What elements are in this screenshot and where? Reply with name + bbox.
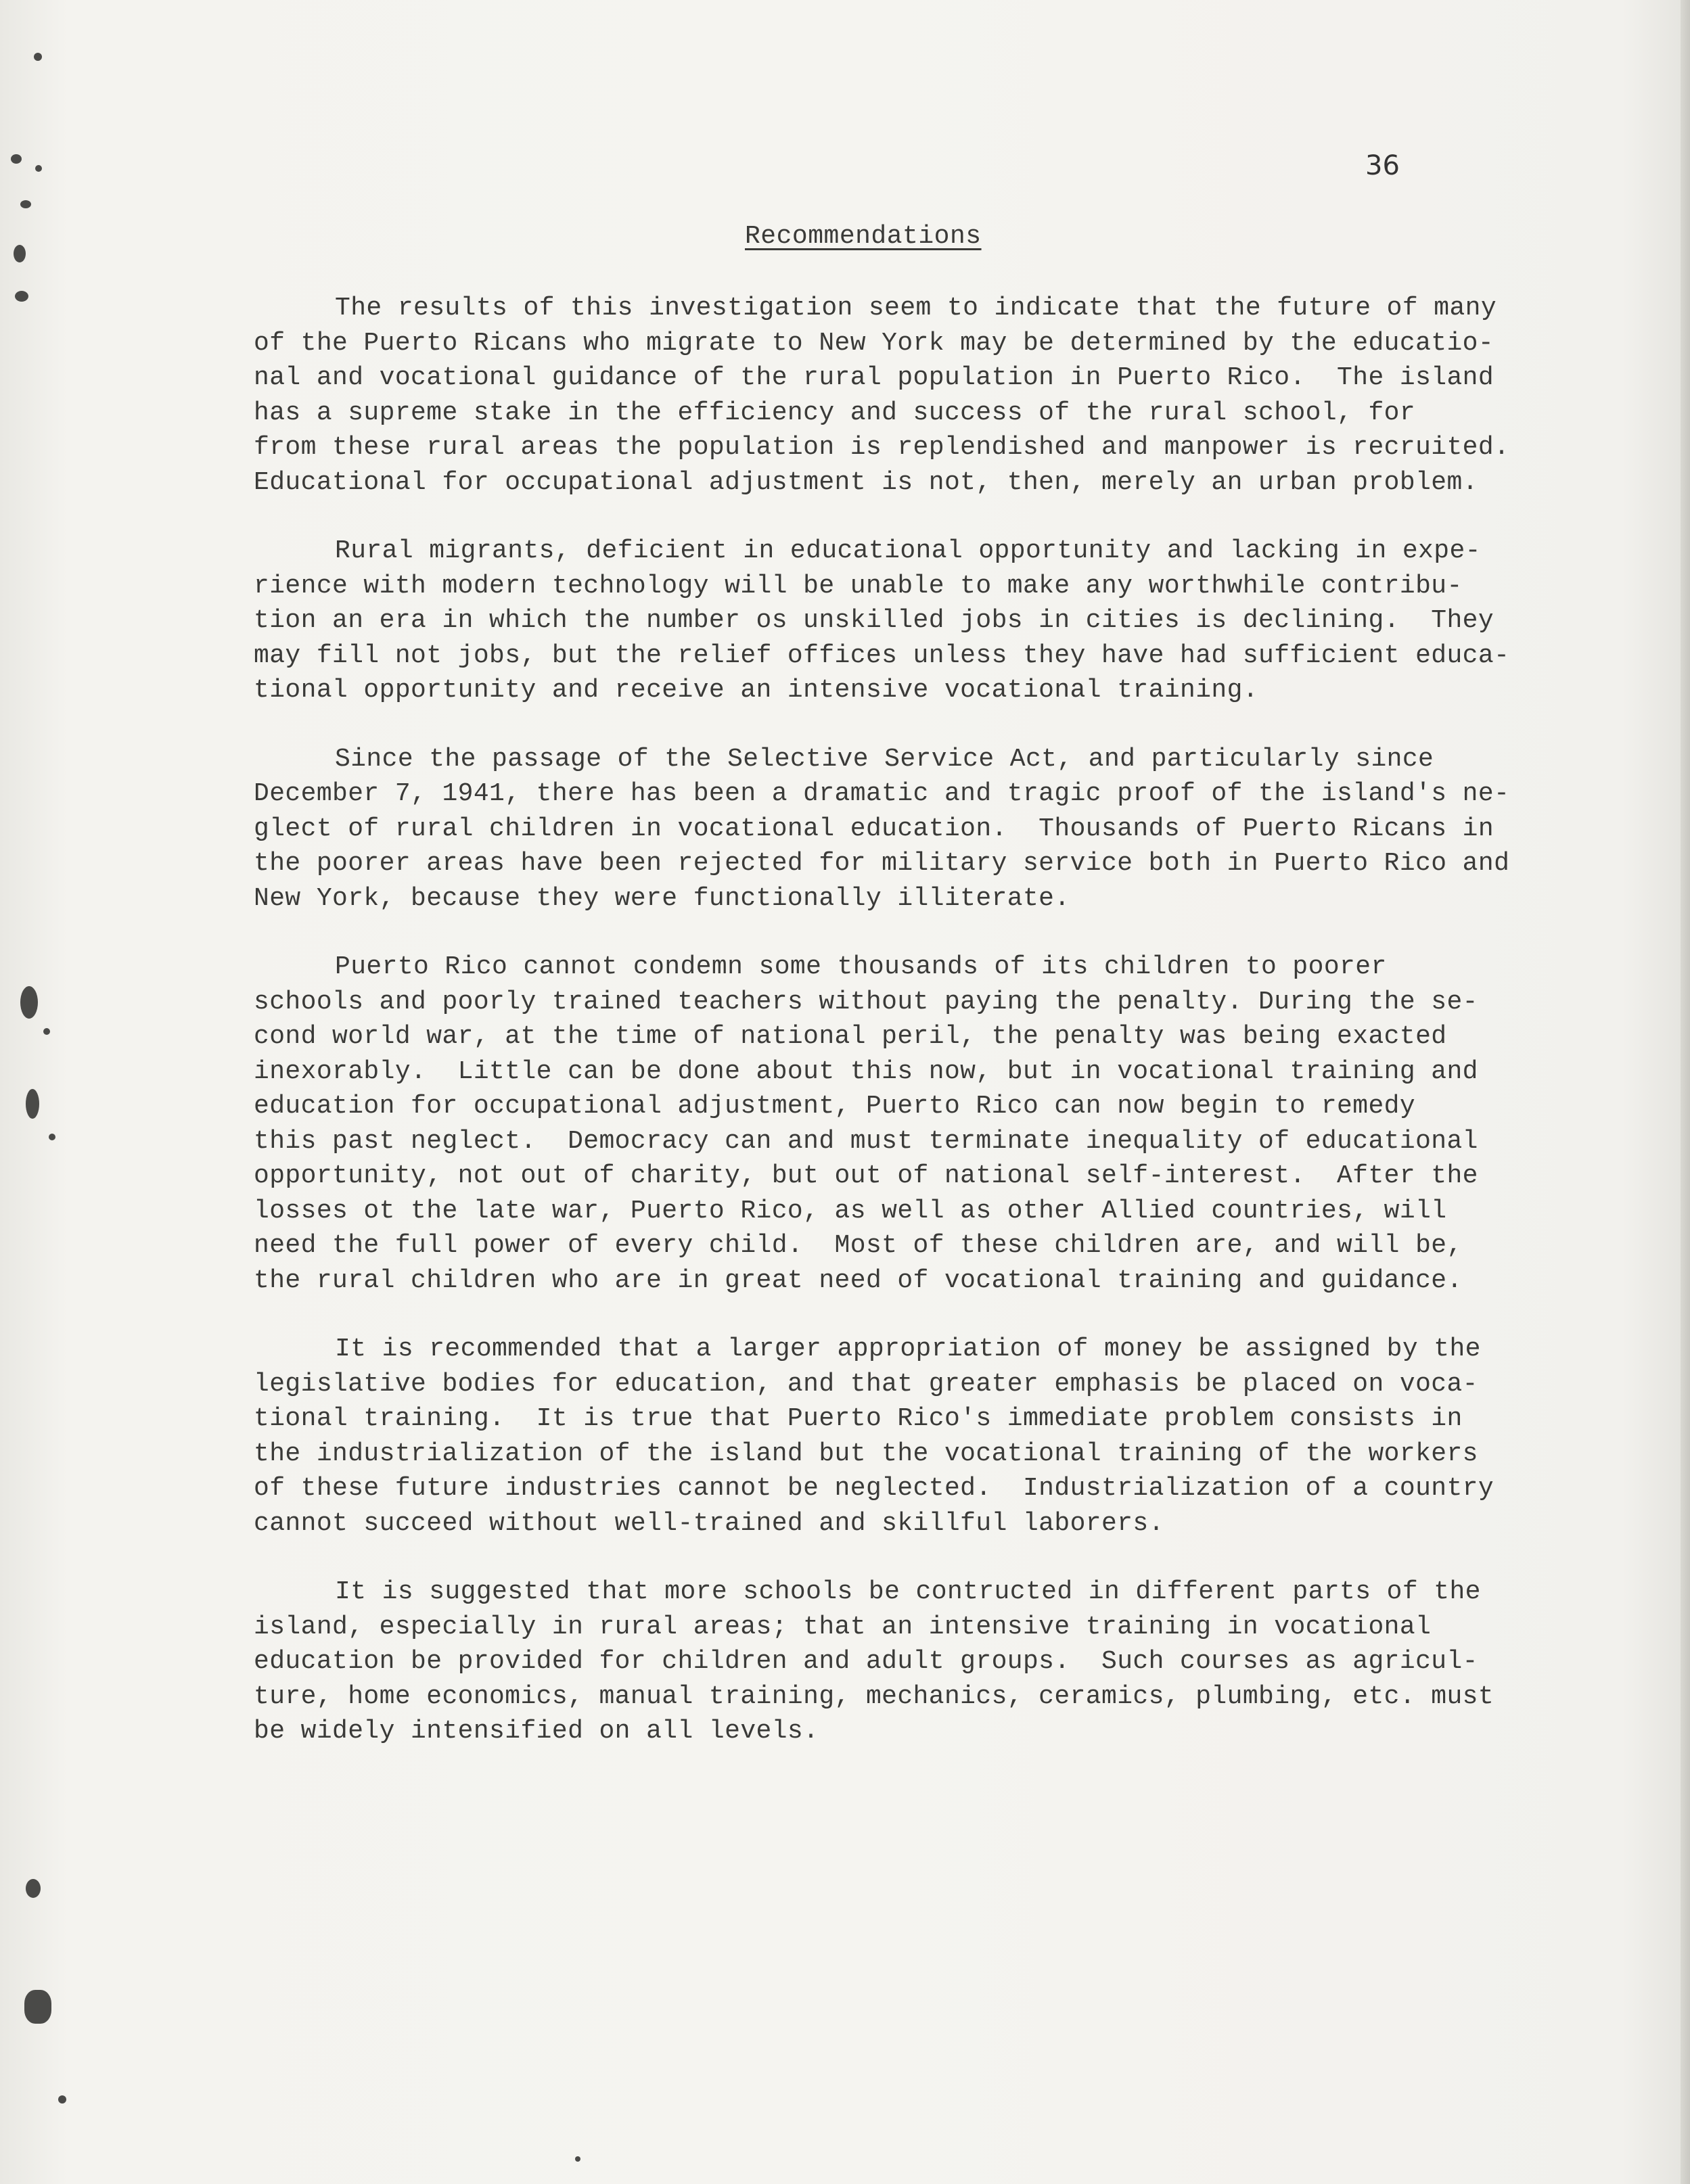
text-line: schools and poorly trained teachers without paying the penalty. During the se- bbox=[254, 987, 1478, 1017]
punch-hole-mark bbox=[35, 165, 42, 172]
text-line: It is suggested that more schools be contructed in different parts of the bbox=[335, 1577, 1481, 1606]
punch-hole-mark bbox=[20, 200, 31, 208]
text-line: education be provided for children and adult groups. Such courses as agricul- bbox=[254, 1647, 1478, 1676]
text-line: of these future industries cannot be neglected. Industrialization of a country bbox=[254, 1474, 1494, 1503]
text-line: need the full power of every child. Most of these children are, and will be, bbox=[254, 1231, 1463, 1260]
punch-hole-mark bbox=[34, 53, 42, 61]
text-line: The results of this investigation seem to indicate that the future of many bbox=[335, 294, 1497, 323]
page-number: 36 bbox=[1365, 150, 1400, 181]
text-line: opportunity, not out of charity, but out of national self-interest. After the bbox=[254, 1161, 1478, 1190]
text-line: tion an era in which the number os unskilled jobs in cities is declining. They bbox=[254, 606, 1494, 635]
punch-hole-mark bbox=[15, 291, 28, 302]
text-line: inexorably. Little can be done about this now, but in vocational training and bbox=[254, 1056, 1478, 1086]
text-line: from these rural areas the population is replendished and manpower is recruited. bbox=[254, 433, 1510, 462]
text-line: Educational for occupational adjustment is not, then, merely an urban problem. bbox=[254, 467, 1478, 497]
punch-hole-mark bbox=[575, 2156, 580, 2162]
paragraph bbox=[254, 950, 1580, 1298]
text-line: nal and vocational guidance of the rural population in Puerto Rico. The island bbox=[254, 363, 1494, 392]
text-line: the poorer areas have been rejected for military service both in Puerto Rico and bbox=[254, 849, 1510, 878]
punch-hole-mark bbox=[49, 1134, 55, 1140]
punch-hole-mark bbox=[26, 1089, 39, 1119]
text-line: Rural migrants, deficient in educational opportunity and lacking in expe- bbox=[335, 536, 1481, 565]
text-line: be widely intensified on all levels. bbox=[254, 1717, 819, 1746]
text-line: tional training. It is true that Puerto Rico's immediate problem consists in bbox=[254, 1404, 1463, 1433]
text-line: the rural children who are in great need of vocational training and guidance. bbox=[254, 1265, 1463, 1295]
punch-hole-mark bbox=[20, 986, 38, 1019]
paragraph bbox=[254, 534, 1580, 708]
text-line: of the Puerto Ricans who migrate to New York may be determined by the educatio- bbox=[254, 328, 1494, 358]
punch-hole-mark bbox=[11, 154, 22, 164]
text-line: cond world war, at the time of national peril, the penalty was being exacted bbox=[254, 1022, 1447, 1051]
text-line: tional opportunity and receive an intensive vocational training. bbox=[254, 676, 1259, 705]
text-line: island, especially in rural areas; that an intensive training in vocational bbox=[254, 1612, 1432, 1642]
punch-hole-mark bbox=[26, 1879, 41, 1898]
text-line: losses ot the late war, Puerto Rico, as well as other Allied countries, will bbox=[254, 1196, 1447, 1226]
punch-hole-mark bbox=[24, 1990, 51, 2024]
text-line: December 7, 1941, there has been a dramatic and tragic proof of the island's ne- bbox=[254, 779, 1510, 808]
section-heading: Recommendations bbox=[745, 222, 982, 251]
text-line: It is recommended that a larger appropriation of money be assigned by the bbox=[335, 1334, 1481, 1364]
paragraph bbox=[254, 291, 1580, 500]
punch-hole-mark bbox=[58, 2095, 66, 2104]
paragraph bbox=[254, 1575, 1580, 1749]
page-edge bbox=[1681, 0, 1690, 2184]
text-line: ture, home economics, manual training, mechanics, ceramics, plumbing, etc. must bbox=[254, 1681, 1494, 1711]
text-line: legislative bodies for education, and that greater emphasis be placed on voca- bbox=[254, 1369, 1478, 1399]
text-line: Since the passage of the Selective Service Act, and particularly since bbox=[335, 744, 1434, 774]
paragraph bbox=[254, 1332, 1580, 1541]
text-line: cannot succeed without well-trained and skillful laborers. bbox=[254, 1508, 1164, 1538]
text-line: has a supreme stake in the efficiency and success of the rural school, for bbox=[254, 398, 1416, 427]
text-line: rience with modern technology will be unable to make any worthwhile contribu- bbox=[254, 571, 1463, 601]
text-line: this past neglect. Democracy can and must terminate inequality of educational bbox=[254, 1126, 1478, 1156]
text-line: glect of rural children in vocational education. Thousands of Puerto Ricans in bbox=[254, 814, 1494, 843]
text-line: the industrialization of the island but the vocational training of the workers bbox=[254, 1439, 1478, 1468]
body-text bbox=[254, 291, 1580, 1783]
text-line: Puerto Rico cannot condemn some thousands of its children to poorer bbox=[335, 952, 1387, 981]
text-line: education for occupational adjustment, Puerto Rico can now begin to remedy bbox=[254, 1092, 1416, 1121]
text-line: New York, because they were functionally illiterate. bbox=[254, 883, 1070, 913]
text-line: may fill not jobs, but the relief offices unless they have had sufficient educa- bbox=[254, 641, 1510, 670]
punch-hole-mark bbox=[43, 1028, 50, 1035]
paragraph bbox=[254, 742, 1580, 916]
punch-hole-mark bbox=[14, 245, 26, 262]
